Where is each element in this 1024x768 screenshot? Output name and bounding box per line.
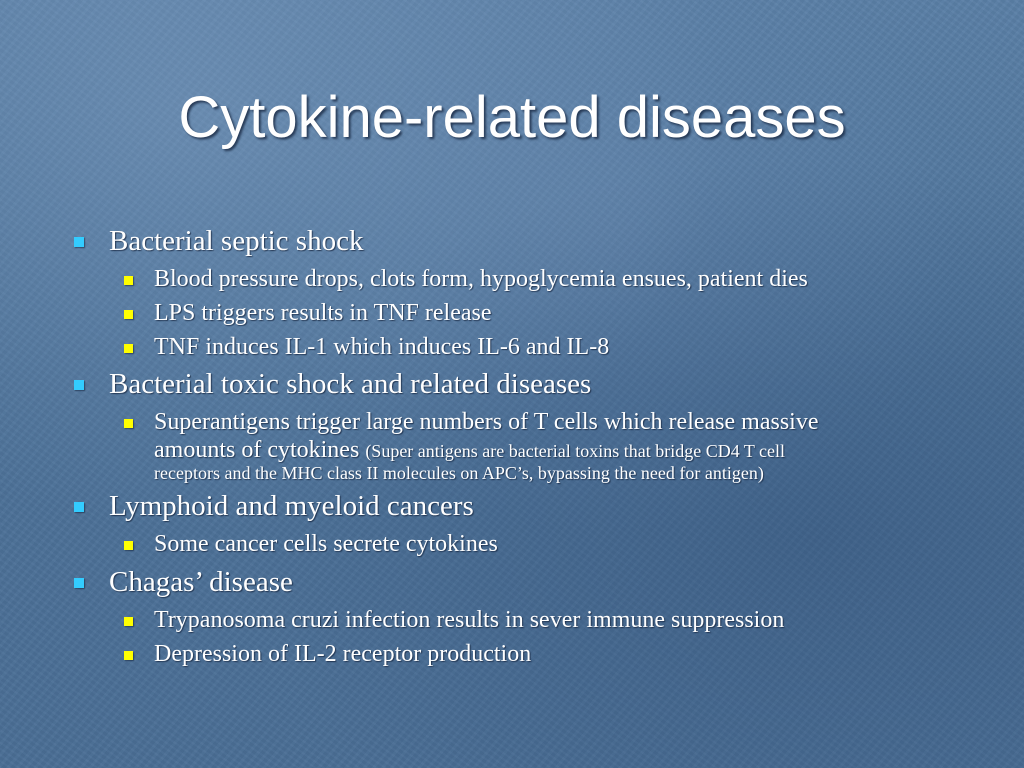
sub-bullet-item-continued	[154, 436, 785, 465]
sub-bullet-item: Superantigens trigger large numbers of T cells which release massive	[154, 409, 819, 435]
level1-bullet-icon	[74, 502, 84, 512]
level2-bullet-icon	[124, 310, 133, 319]
level1-bullet-icon	[74, 380, 84, 390]
sub-bullet-item: TNF induces IL-1 which induces IL-6 and IL-8	[154, 334, 610, 360]
level1-bullet-icon	[74, 237, 84, 247]
level2-bullet-icon	[124, 541, 133, 550]
sub-bullet-item: Depression of IL-2 receptor production	[154, 641, 532, 667]
level1-bullet-icon	[74, 578, 84, 588]
parenthetical-note: (Super antigens are bacterial toxins that bridge CD4 T cell	[365, 441, 786, 461]
bullet-item: Chagas’ disease	[109, 566, 293, 598]
sub-bullet-item: Trypanosoma cruzi infection results in sever immune suppression	[154, 607, 785, 633]
parenthetical-note-continued: receptors and the MHC class II molecules on APC’s, bypassing the need for antigen)	[154, 463, 764, 483]
level2-bullet-icon	[124, 419, 133, 428]
bullet-item: Bacterial toxic shock and related diseases	[109, 368, 592, 400]
level2-bullet-icon	[124, 617, 133, 626]
sub-bullet-item: LPS triggers results in TNF release	[154, 300, 492, 326]
level2-bullet-icon	[124, 276, 133, 285]
bullet-item: Lymphoid and myeloid cancers	[109, 490, 474, 522]
bullet-item: Bacterial septic shock	[109, 225, 364, 257]
level2-bullet-icon	[124, 651, 133, 660]
sub-bullet-text: amounts of cytokines	[154, 437, 360, 463]
sub-bullet-item: Blood pressure drops, clots form, hypoglycemia ensues, patient dies	[154, 266, 808, 292]
sub-bullet-item: Some cancer cells secrete cytokines	[154, 531, 498, 557]
level2-bullet-icon	[124, 344, 133, 353]
slide-title: Cytokine-related diseases	[178, 85, 846, 150]
